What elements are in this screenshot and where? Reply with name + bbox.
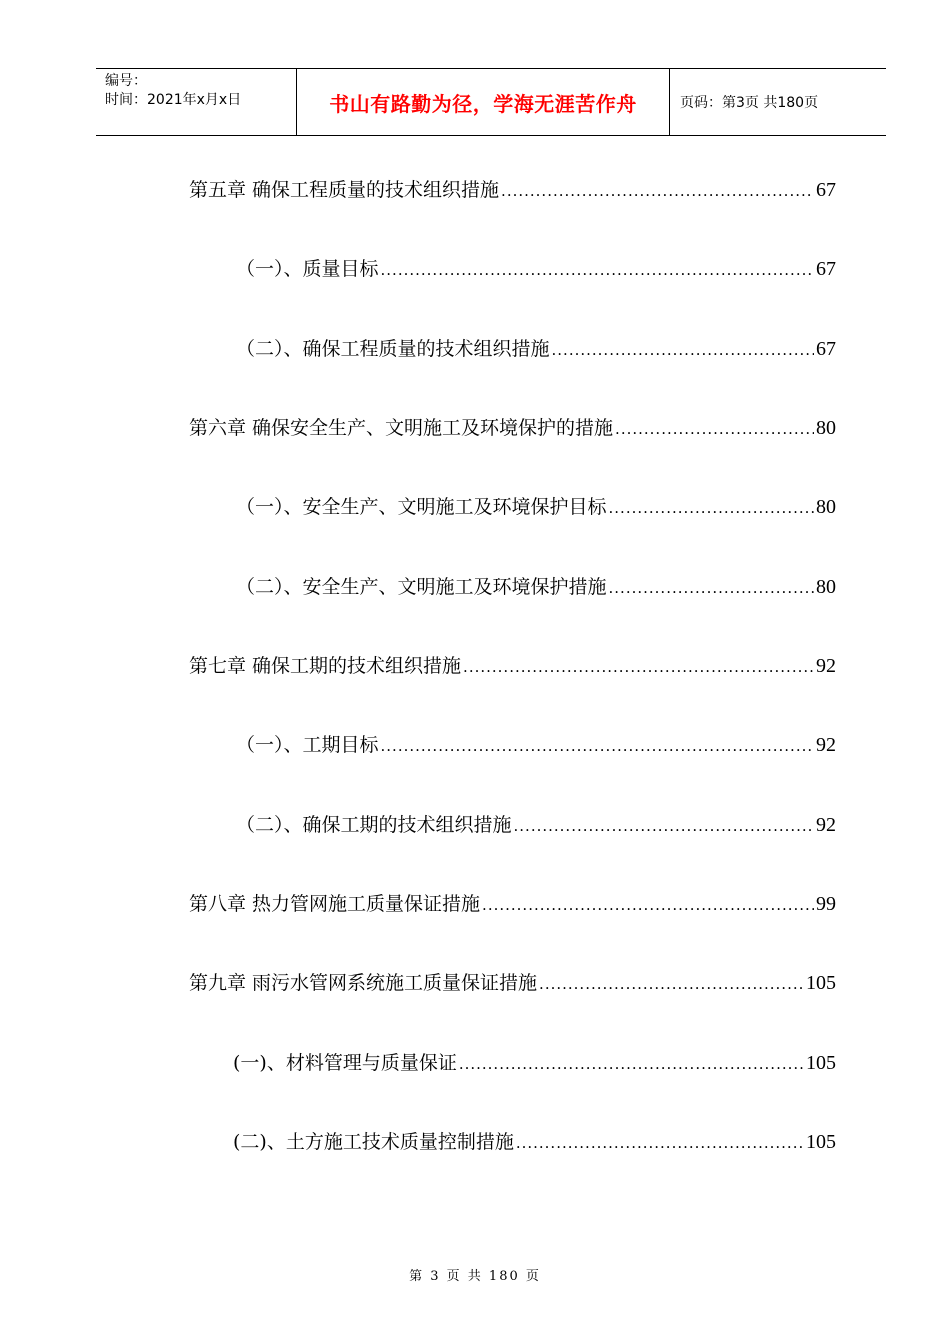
toc-entry-page: 92 [816,734,836,756]
toc-entry[interactable] [189,178,836,203]
toc-entry[interactable] [189,654,836,679]
toc-entry[interactable] [236,813,836,838]
toc-entry[interactable] [233,1130,836,1155]
dot-leader [381,258,814,282]
page-header [96,68,886,136]
toc-entry[interactable] [189,892,836,917]
dot-leader [459,1052,804,1076]
toc-entry-page: 80 [816,576,836,598]
dot-leader [482,893,814,917]
toc-entry-title: （一）、工期目标 [236,734,379,756]
toc-entry-title: (一)、材料管理与质量保证 [233,1052,457,1074]
page-footer: 第 3 页 共 180 页 [409,1269,541,1284]
toc-entry-title: 第九章 雨污水管网系统施工质量保证措施 [189,972,538,994]
dot-leader [552,338,814,362]
toc-entry[interactable] [189,416,836,441]
dot-leader [609,496,814,520]
toc-entry-page: 105 [806,1131,836,1153]
dot-leader [381,734,814,758]
dot-leader [463,655,814,679]
toc-entry[interactable] [236,337,836,362]
toc-entry-title: 第五章 确保工程质量的技术组织措施 [189,179,500,201]
toc-entry-title: (二)、土方施工技术质量控制措施 [233,1131,514,1153]
dot-leader [501,179,814,203]
toc-entry-page: 99 [816,893,836,915]
dot-leader [516,1131,804,1155]
toc-entry[interactable] [236,257,836,282]
header-motto: 书山有路勤为径，学海无涯苦作舟 [297,69,670,135]
time-label: 时间：2021年x月x日 [105,92,242,108]
toc-entry-title: 第八章 热力管网施工质量保证措施 [189,893,481,915]
toc-entry-page: 92 [816,655,836,677]
toc-entry-title: （二）、确保工程质量的技术组织措施 [236,338,550,360]
dot-leader [514,814,814,838]
toc-entry-title: （一）、安全生产、文明施工及环境保护目标 [236,496,607,518]
toc-entry[interactable] [236,495,836,520]
dot-leader [539,972,804,996]
header-meta [96,69,297,135]
header-page-info: 页码：第3页 共180页 [680,95,819,111]
toc-entry-title: （一）、质量目标 [236,258,379,280]
toc-entry[interactable] [233,1051,836,1076]
toc-entry-title: 第六章 确保安全生产、文明施工及环境保护的措施 [189,417,614,439]
serial-label: 编号： [105,73,147,89]
toc-entry-page: 67 [816,258,836,280]
dot-leader [615,417,814,441]
toc-entry[interactable] [236,733,836,758]
toc-entry-title: （二）、确保工期的技术组织措施 [236,814,512,836]
toc-entry[interactable] [189,971,836,996]
toc-entry[interactable] [236,575,836,600]
toc-entry-title: （二）、安全生产、文明施工及环境保护措施 [236,576,607,598]
toc-entry-title: 第七章 确保工期的技术组织措施 [189,655,462,677]
toc-entry-page: 80 [816,496,836,518]
toc-entry-page: 67 [816,179,836,201]
toc-entry-page: 105 [806,972,836,994]
toc-entry-page: 67 [816,338,836,360]
toc-entry-page: 80 [816,417,836,439]
toc-entry-page: 92 [816,814,836,836]
dot-leader [609,576,814,600]
toc-entry-page: 105 [806,1052,836,1074]
